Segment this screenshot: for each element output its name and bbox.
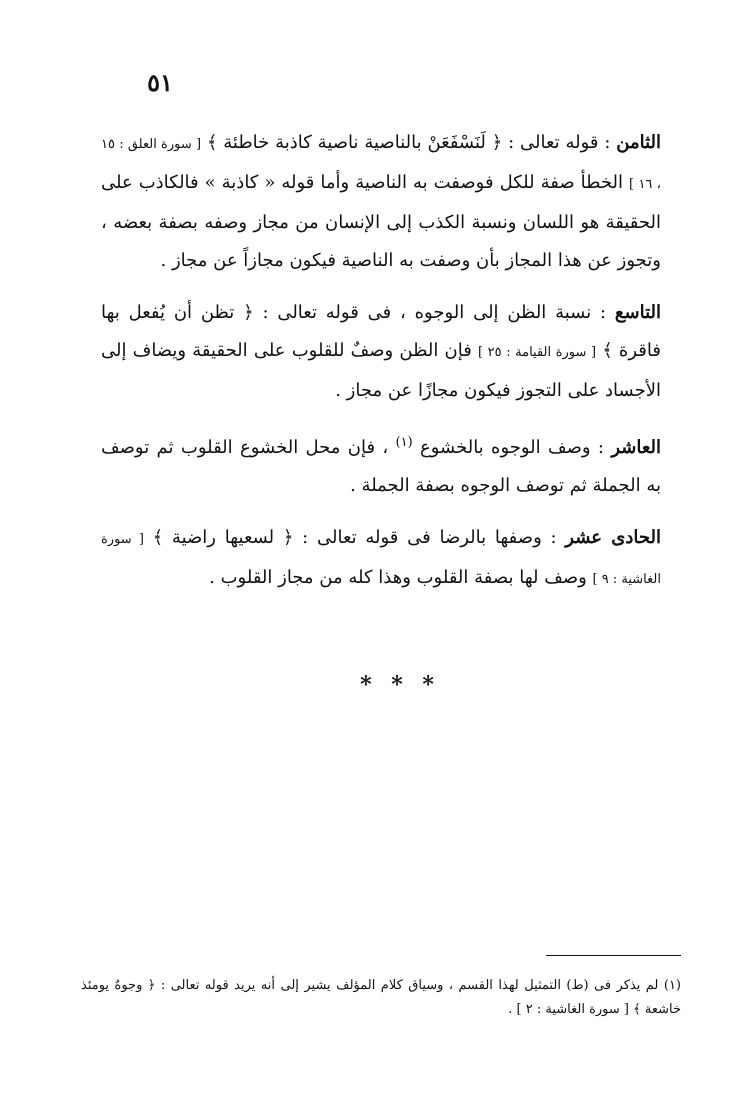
- paragraph-text: : نسبة الظن إلى الوجوه ، فى قوله تعالى : ﴿ تظن أن يُفعل بها فاقرة ﴾: [101, 302, 661, 361]
- paragraph-text-continued: الخطأ صفة للكل فوصفت به الناصية وأما قوله « كاذبة » فالكاذب على الحقيقة هو اللسان ونسبة الكذب إلى الإنسان من مجاز وصفه بصفة بعضه ، وتجوز عن هذا المجاز بأن وصفت به الناصية فيكون مجازاً عن مجاز .: [101, 172, 661, 271]
- section-separator: * * *: [360, 672, 440, 698]
- paragraph-eighth: [101, 124, 661, 280]
- paragraph-text: : وصف الوجوه بالخشوع: [412, 437, 612, 458]
- footnote-divider: [546, 955, 681, 956]
- paragraph-term: الثامن: [616, 132, 661, 153]
- paragraph-term: التاسع: [614, 302, 661, 323]
- page-number: ٥١: [147, 68, 173, 97]
- paragraph-tenth: [101, 424, 661, 505]
- footnote-marker[interactable]: (١): [395, 435, 413, 450]
- paragraph-eleventh: [101, 519, 661, 599]
- paragraph-text: : قوله تعالى : ﴿ لَنَسْفَعَنْ بالناصية ناصية كاذبة خاطئة ﴾: [201, 132, 617, 153]
- paragraph-text-continued: وصف لها بصفة القلوب وهذا كله من مجاز القلوب .: [209, 567, 593, 588]
- main-text: [101, 124, 661, 613]
- paragraph-text-continued: ، فإن محل الخشوع القلوب ثم توصف به الجملة ثم توصف الوجوه بصفة الجملة .: [101, 437, 661, 496]
- paragraph-term: العاشر: [611, 437, 661, 458]
- paragraph-text-continued: فإن الظن وصفٌ للقلوب على الحقيقة ويضاف إلى الأجساد على التجوز فيكون مجازًا عن مجاز .: [101, 340, 661, 401]
- quran-reference: [ سورة القيامة : ٢٥ ]: [478, 345, 597, 360]
- paragraph-term: الحادى عشر: [565, 527, 661, 548]
- quran-reference: [ سورة الغاشية : ٩ ]: [101, 532, 661, 587]
- quran-reference: [ سورة العلق : ١٥ ، ١٦ ]: [101, 137, 662, 192]
- paragraph-ninth: [101, 294, 661, 410]
- paragraph-text: : وصفها بالرضا فى قوله تعالى : ﴿ لسعيها راضية ﴾: [143, 527, 566, 548]
- footnote: (١) لم يذكر فى (ط) التمثيل لهذا القسم ، وسياق كلام المؤلف يشير إلى أنه يريد قوله تعالى : ﴿ وجوهٌ يومئذ خاشعة ﴾ [ سورة الغاشية : ٢ ] .: [81, 978, 681, 1017]
